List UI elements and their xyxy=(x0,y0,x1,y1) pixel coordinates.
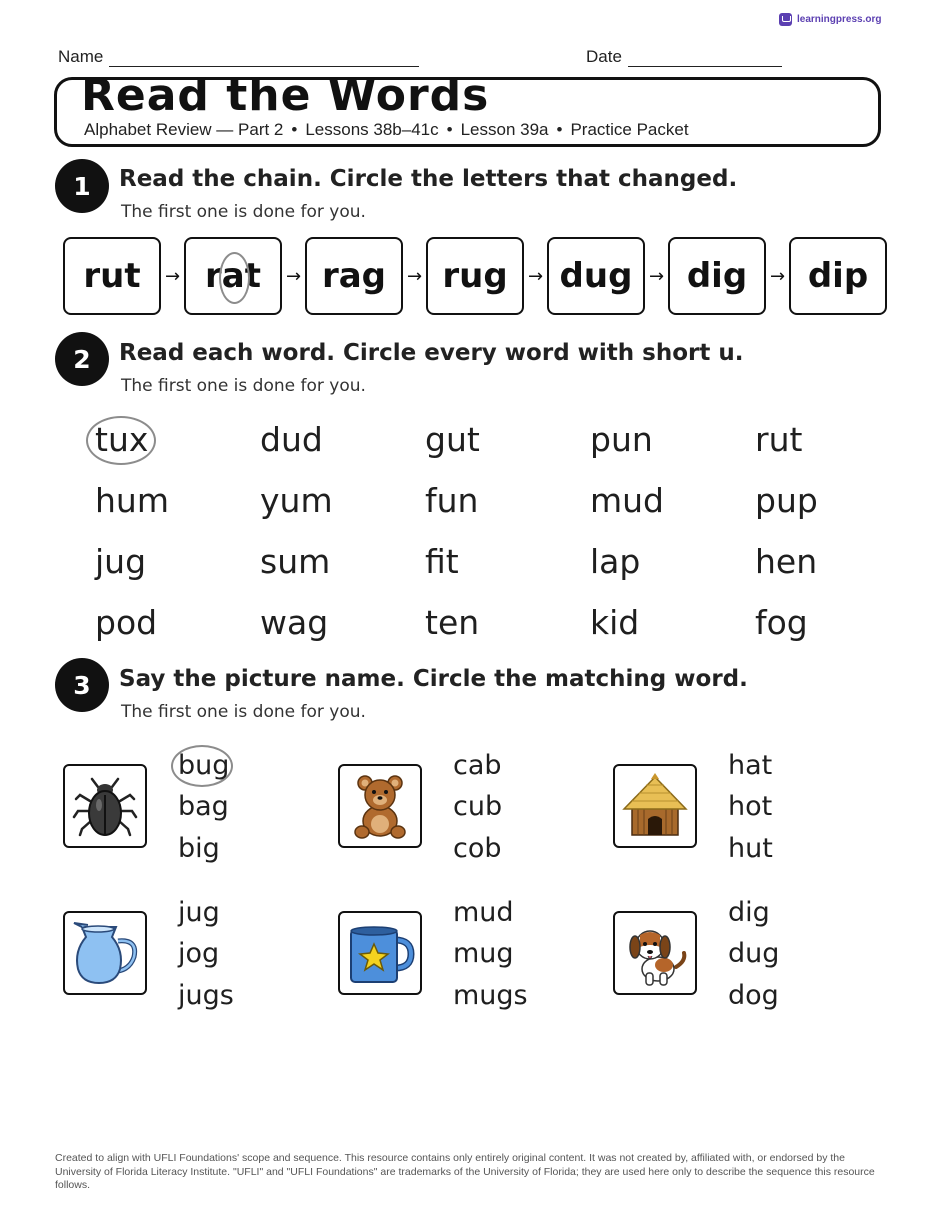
word-text: fog xyxy=(755,603,808,642)
date-field[interactable] xyxy=(586,47,782,67)
section-3-instruction: Say the picture name. Circle the matching word. xyxy=(119,666,748,692)
book-icon xyxy=(779,13,792,26)
section-3-hint: The first one is done for you. xyxy=(121,702,366,722)
date-label: Date xyxy=(586,47,622,66)
chain-word: rat xyxy=(205,256,261,296)
word-text: pun xyxy=(590,420,653,459)
changed-letter-circle xyxy=(219,252,250,304)
option-text: mugs xyxy=(453,980,528,1011)
chain-word-box[interactable] xyxy=(668,237,766,315)
word-text: dud xyxy=(260,420,323,459)
name-label: Name xyxy=(58,47,104,66)
word-text: gut xyxy=(425,420,480,459)
answer-option[interactable] xyxy=(453,979,528,1013)
date-blank-line[interactable] xyxy=(628,51,782,67)
option-text: hut xyxy=(728,833,773,864)
word-chain xyxy=(63,237,887,315)
answer-option[interactable] xyxy=(728,937,779,971)
answer-option[interactable] xyxy=(178,749,229,783)
mug-icon xyxy=(343,918,417,988)
section-1-instruction: Read the chain. Circle the letters that changed. xyxy=(119,166,738,192)
word-item[interactable] xyxy=(590,598,755,659)
word-text: rut xyxy=(755,420,803,459)
word-item[interactable] xyxy=(425,598,590,659)
answer-option[interactable] xyxy=(178,832,220,866)
subtitle-part: Practice Packet xyxy=(570,120,689,139)
option-text: bag xyxy=(178,791,229,822)
word-text: hen xyxy=(755,542,818,581)
answer-option[interactable] xyxy=(728,832,773,866)
short-u-word-grid xyxy=(95,415,920,659)
picture-frame xyxy=(338,764,422,848)
puppy-dog-icon xyxy=(620,917,690,989)
picture-frame xyxy=(613,764,697,848)
section-3-number: 3 xyxy=(55,658,109,712)
name-field[interactable] xyxy=(58,47,419,67)
word-item[interactable] xyxy=(590,476,755,537)
word-item[interactable] xyxy=(755,415,920,476)
word-text: tux xyxy=(95,420,149,459)
subtitle-separator: • xyxy=(556,120,563,139)
word-item[interactable] xyxy=(95,598,260,659)
chain-word-box[interactable] xyxy=(63,237,161,315)
chain-word: dig xyxy=(686,256,748,296)
option-text: jugs xyxy=(178,980,234,1011)
word-item[interactable] xyxy=(755,476,920,537)
option-text: dig xyxy=(728,897,770,928)
answer-option[interactable] xyxy=(453,832,502,866)
word-item[interactable] xyxy=(95,476,260,537)
option-text: hot xyxy=(728,791,773,822)
option-text: cub xyxy=(453,791,503,822)
arrow-right-icon: → xyxy=(527,265,544,287)
word-item[interactable] xyxy=(755,537,920,598)
arrow-right-icon: → xyxy=(164,265,181,287)
section-1-number: 1 xyxy=(55,159,109,213)
option-text: dug xyxy=(728,938,780,969)
arrow-right-icon: → xyxy=(406,265,423,287)
brand-text: learningpress.org xyxy=(797,14,882,25)
bug-icon xyxy=(70,771,140,841)
straw-hut-icon xyxy=(618,771,692,841)
option-text: hat xyxy=(728,750,773,781)
word-item[interactable] xyxy=(425,537,590,598)
word-item[interactable] xyxy=(425,476,590,537)
word-text: sum xyxy=(260,542,331,581)
answer-option[interactable] xyxy=(178,790,229,824)
option-text: bug xyxy=(178,750,230,781)
chain-word-box[interactable] xyxy=(426,237,524,315)
answer-option[interactable] xyxy=(728,790,772,824)
arrow-right-icon: → xyxy=(285,265,302,287)
chain-word-box[interactable] xyxy=(789,237,887,315)
word-text: fun xyxy=(425,481,479,520)
option-text: mug xyxy=(453,938,514,969)
word-item[interactable] xyxy=(425,415,590,476)
chain-word: dug xyxy=(559,256,633,296)
footer-disclaimer: Created to align with UFLI Foundations' scope and sequence. This resource contains only entirely original content. It was not created by, affiliated with, or endorsed by the University of Florida Literacy Institute. "UFLI" and "UFLI Foundations" are trademarks of the University of Florida; they are used here only to describe the sequence this resource follows. xyxy=(55,1152,875,1191)
answer-circle xyxy=(86,416,156,465)
brand-logo xyxy=(779,13,881,26)
answer-option[interactable] xyxy=(728,749,772,783)
jug-icon xyxy=(68,917,142,989)
word-text: mud xyxy=(590,481,665,520)
option-text: cob xyxy=(453,833,502,864)
answer-option[interactable] xyxy=(453,749,502,783)
option-text: mud xyxy=(453,897,514,928)
subtitle-separator: • xyxy=(446,120,453,139)
word-text: fit xyxy=(425,542,459,581)
answer-option[interactable] xyxy=(728,979,779,1013)
chain-word-box[interactable] xyxy=(305,237,403,315)
word-text: pod xyxy=(95,603,158,642)
word-item[interactable] xyxy=(95,415,260,476)
chain-word: rug xyxy=(442,256,508,296)
word-text: wag xyxy=(260,603,329,642)
word-item[interactable] xyxy=(590,415,755,476)
answer-option[interactable] xyxy=(453,896,514,930)
word-item[interactable] xyxy=(260,415,425,476)
arrow-right-icon: → xyxy=(648,265,665,287)
subtitle-part: Lesson 39a xyxy=(460,120,549,139)
subtitle-part: Lessons 38b–41c xyxy=(305,120,439,139)
word-text: jug xyxy=(95,542,147,581)
word-item[interactable] xyxy=(260,598,425,659)
section-2-number: 2 xyxy=(55,332,109,386)
answer-option[interactable] xyxy=(178,979,234,1013)
answer-option[interactable] xyxy=(178,937,219,971)
word-item[interactable] xyxy=(260,476,425,537)
chain-word-box[interactable] xyxy=(184,237,282,315)
answer-circle xyxy=(171,745,233,787)
picture-frame xyxy=(613,911,697,995)
answer-option[interactable] xyxy=(453,790,502,824)
arrow-right-icon: → xyxy=(769,265,786,287)
answer-option[interactable] xyxy=(728,896,770,930)
option-text: big xyxy=(178,833,220,864)
word-text: pup xyxy=(755,481,818,520)
teddy-bear-cub-icon xyxy=(345,771,415,841)
word-text: ten xyxy=(425,603,480,642)
name-blank-line[interactable] xyxy=(109,51,419,67)
option-text: cab xyxy=(453,750,502,781)
picture-frame xyxy=(338,911,422,995)
section-1-hint: The first one is done for you. xyxy=(121,202,366,222)
section-2-instruction: Read each word. Circle every word with short u. xyxy=(119,340,744,366)
word-item[interactable] xyxy=(95,537,260,598)
chain-word: dip xyxy=(807,256,869,296)
section-2-hint: The first one is done for you. xyxy=(121,376,366,396)
page-title: Read the Words xyxy=(81,70,490,121)
option-text: jug xyxy=(178,897,220,928)
word-text: yum xyxy=(260,481,333,520)
answer-option[interactable] xyxy=(453,937,514,971)
subtitle-separator: • xyxy=(291,120,298,139)
subtitle-part: Alphabet Review — Part 2 xyxy=(84,120,284,139)
word-text: hum xyxy=(95,481,169,520)
option-text: jog xyxy=(178,938,220,969)
word-item[interactable] xyxy=(755,598,920,659)
picture-frame xyxy=(63,911,147,995)
word-item[interactable] xyxy=(260,537,425,598)
chain-word: rag xyxy=(321,256,387,296)
word-item[interactable] xyxy=(590,537,755,598)
chain-word: rut xyxy=(83,256,141,296)
answer-option[interactable] xyxy=(178,896,220,930)
page-subtitle xyxy=(84,120,689,140)
option-text: dog xyxy=(728,980,779,1011)
word-text: lap xyxy=(590,542,641,581)
picture-frame xyxy=(63,764,147,848)
word-text: kid xyxy=(590,603,640,642)
chain-word-box[interactable] xyxy=(547,237,645,315)
